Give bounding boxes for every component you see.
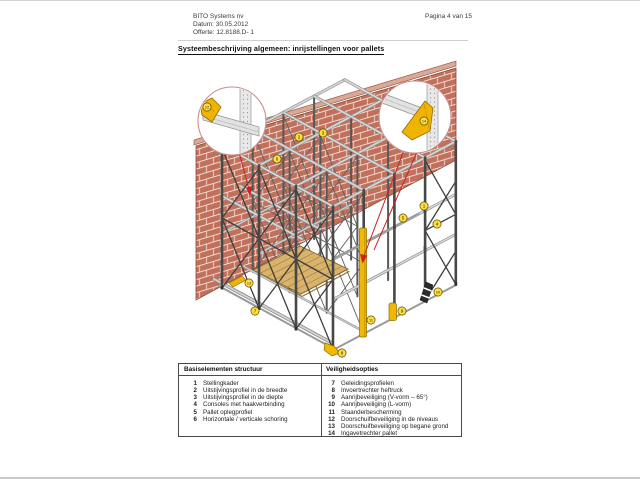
- legend-header-left: Basiselementen structuur: [184, 366, 263, 373]
- legend-table: [178, 363, 462, 437]
- console-brackets: [393, 209, 427, 250]
- legend-item-label: Stellingkader: [203, 380, 239, 387]
- callout-detail-left: [198, 87, 266, 155]
- svg-text:8: 8: [340, 350, 344, 356]
- balloon-12: [203, 103, 211, 111]
- legend-item-number: 6: [193, 415, 197, 423]
- balloon-5: [399, 214, 407, 222]
- legend-item-label: Doorschuifbeveiliging in de niveaus: [341, 415, 438, 423]
- balloon-13: [245, 279, 253, 287]
- post-feet: [221, 282, 458, 351]
- svg-text:14: 14: [421, 119, 427, 124]
- legend-list-left: [186, 380, 316, 423]
- legend-item-number: 11: [328, 408, 335, 416]
- legend-item-label: Consoles met haakverbinding: [203, 401, 285, 409]
- legend-item-number: 12: [328, 415, 335, 423]
- svg-text:9: 9: [400, 308, 404, 314]
- legend-item-label: Aanrijbeveiliging (V-vorm – 65°): [341, 394, 428, 402]
- legend-item-number: 9: [331, 394, 335, 402]
- legend-item-number: 1: [193, 380, 197, 387]
- legend-item-6: [186, 416, 316, 423]
- svg-text:7: 7: [253, 308, 257, 314]
- legend-item-13: [324, 423, 459, 430]
- legend-item-10: [324, 401, 459, 408]
- balloon-7: [251, 307, 259, 315]
- balloon-3: [319, 129, 327, 137]
- legend-item-number: 14: [328, 430, 335, 438]
- legend-item-label: Doorschuifbeveiliging op begane grond: [341, 422, 449, 430]
- balloon-14: [420, 117, 428, 125]
- page-bottom-edge: [0, 477, 640, 479]
- impact-guard-9: [389, 303, 397, 321]
- legend-item-label: Ingavetrechter pallet: [341, 430, 398, 438]
- legend-item-label: Staanderbescherming: [341, 408, 402, 416]
- svg-text:10: 10: [435, 290, 441, 295]
- svg-text:5: 5: [401, 215, 405, 221]
- impact-guard-10: [420, 282, 433, 303]
- header-divider: [178, 40, 468, 41]
- svg-text:11: 11: [369, 318, 373, 323]
- legend-item-label: Invoertrechter heftruck: [341, 387, 403, 395]
- header-offer-number: Offerte: 12.8188.D- 1: [193, 29, 254, 36]
- isometric-drawing: [178, 58, 470, 364]
- legend-item-5: [186, 409, 316, 416]
- legend-item-1: [186, 380, 316, 387]
- company-name: BITO Systems nv: [193, 13, 244, 20]
- legend-item-label: Pallet oplegprofiel: [203, 408, 253, 416]
- svg-text:4: 4: [435, 221, 439, 227]
- legend-item-label: Horizontale / verticale schoring: [203, 415, 288, 423]
- legend-header-right: Veiligheidsopties: [326, 366, 379, 373]
- balloon-1: [420, 202, 428, 210]
- legend-item-7: [324, 380, 459, 387]
- balloon-9: [398, 307, 406, 315]
- page-top-edge: [0, 0, 640, 1]
- balloon-8: [338, 349, 346, 357]
- balloon-4: [433, 220, 441, 228]
- legend-item-2: [186, 387, 316, 394]
- balloon-2: [295, 133, 303, 141]
- balloon-6: [273, 155, 281, 163]
- legend-column-divider: [321, 364, 322, 436]
- legend-item-number: 7: [331, 380, 335, 387]
- legend-item-label: Geleidingsprofielen: [341, 380, 394, 387]
- page-title: Systeembeschrijving algemeen: inrijstellingen voor pallets: [178, 44, 385, 53]
- legend-item-label: Uitstijvingsprofiel in de breedte: [203, 387, 288, 395]
- legend-item-3: [186, 394, 316, 401]
- upright-protector-11: [360, 228, 367, 337]
- rack-system-diagram: [178, 58, 470, 364]
- document-header: [193, 13, 254, 37]
- svg-text:6: 6: [275, 156, 279, 162]
- svg-text:3: 3: [321, 130, 325, 136]
- svg-text:1: 1: [422, 203, 426, 209]
- legend-item-number: 13: [328, 422, 335, 430]
- legend-item-label: Aanrijbeveiliging (L-vorm): [341, 401, 412, 409]
- page-number-label: Pagina 4 van 15: [425, 13, 472, 20]
- legend-item-number: 4: [193, 401, 197, 409]
- svg-text:13: 13: [246, 281, 252, 286]
- right-frame-bracing: [422, 161, 456, 301]
- legend-item-4: [186, 401, 316, 408]
- legend-item-number: 8: [331, 387, 335, 395]
- svg-text:2: 2: [297, 134, 301, 140]
- legend-item-9: [324, 394, 459, 401]
- upright-profile: [240, 87, 251, 155]
- legend-item-label: Uitstijvingsprofiel in de diepte: [203, 394, 284, 402]
- legend-item-number: 3: [193, 394, 197, 402]
- legend-item-11: [324, 409, 459, 416]
- legend-item-number: 10: [328, 401, 335, 409]
- svg-text:12: 12: [204, 105, 210, 110]
- legend-item-number: 2: [193, 387, 197, 395]
- balloon-11: [367, 316, 375, 324]
- legend-list-right: [324, 380, 459, 437]
- balloon-10: [434, 288, 442, 296]
- callout-detail-right: [379, 81, 451, 153]
- legend-item-number: 5: [193, 408, 197, 416]
- legend-item-12: [324, 416, 459, 423]
- legend-item-14: [324, 430, 459, 437]
- legend-item-8: [324, 387, 459, 394]
- header-date: Datum: 30.05.2012: [193, 21, 249, 28]
